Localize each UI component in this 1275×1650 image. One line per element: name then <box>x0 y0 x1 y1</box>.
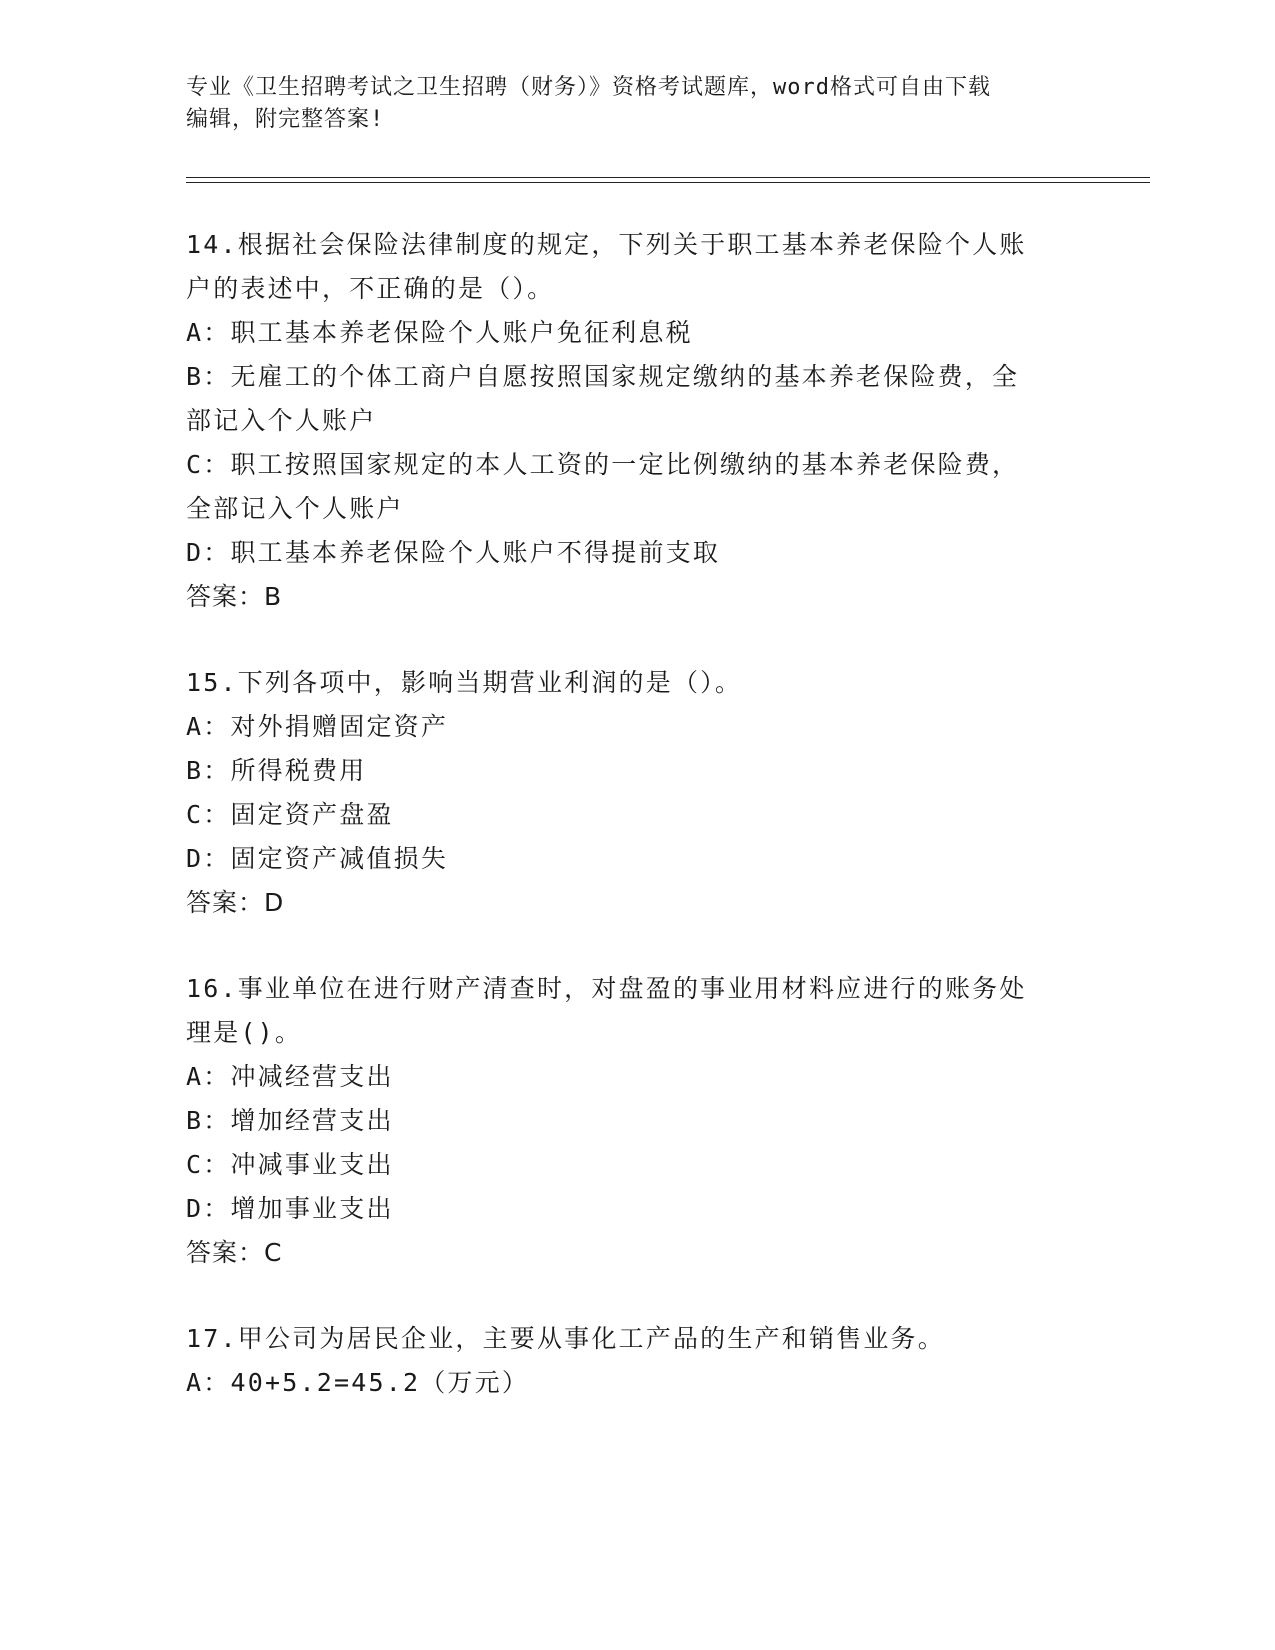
question-16-answer: 答案：C <box>186 1238 283 1267</box>
question-16-stem-line-2: 理是()。 <box>186 1018 303 1047</box>
question-14-option-b-line-2: 部记入个人账户 <box>186 406 377 435</box>
question-15-option-c: C：固定资产盘盈 <box>186 800 394 829</box>
header-divider-top <box>186 177 1150 178</box>
question-16-option-a: A：冲减经营支出 <box>186 1062 394 1091</box>
question-17-option-a: A：40+5.2=45.2（万元） <box>186 1368 530 1397</box>
question-17-stem-line-1: 17.甲公司为居民企业，主要从事化工产品的生产和销售业务。 <box>186 1324 945 1353</box>
question-16-option-c: C：冲减事业支出 <box>186 1150 394 1179</box>
question-16-stem-line-1: 16.事业单位在进行财产清查时，对盘盈的事业用材料应进行的账务处 <box>186 974 1027 1003</box>
question-14-option-c-line-2: 全部记入个人账户 <box>186 494 404 523</box>
header-line-2: 编辑，附完整答案! <box>186 107 385 132</box>
question-16-option-d: D：增加事业支出 <box>186 1194 394 1223</box>
header-divider-bottom <box>186 182 1150 183</box>
question-14-stem-line-2: 户的表述中，不正确的是（）。 <box>186 274 555 303</box>
header-line-1: 专业《卫生招聘考试之卫生招聘（财务）》资格考试题库，word格式可自由下载 <box>186 75 991 100</box>
question-15-answer: 答案：D <box>186 888 285 917</box>
question-14-option-d: D：职工基本养老保险个人账户不得提前支取 <box>186 538 721 567</box>
question-14-stem-line-1: 14.根据社会保险法律制度的规定，下列关于职工基本养老保险个人账 <box>186 230 1027 259</box>
question-16-option-b: B：增加经营支出 <box>186 1106 394 1135</box>
question-14-option-a: A：职工基本养老保险个人账户免征利息税 <box>186 318 693 347</box>
document-header <box>186 72 1086 136</box>
question-14-option-b-line-1: B：无雇工的个体工商户自愿按照国家规定缴纳的基本养老保险费，全 <box>186 362 1020 391</box>
question-15-option-a: A：对外捐赠固定资产 <box>186 712 449 741</box>
question-15-stem-line-1: 15.下列各项中，影响当期营业利润的是（）。 <box>186 668 743 697</box>
question-14-option-c-line-1: C：职工按照国家规定的本人工资的一定比例缴纳的基本养老保险费， <box>186 450 1020 479</box>
question-15-option-b: B：所得税费用 <box>186 756 367 785</box>
question-14-answer: 答案：B <box>186 582 283 611</box>
question-15-option-d: D：固定资产减值损失 <box>186 844 449 873</box>
